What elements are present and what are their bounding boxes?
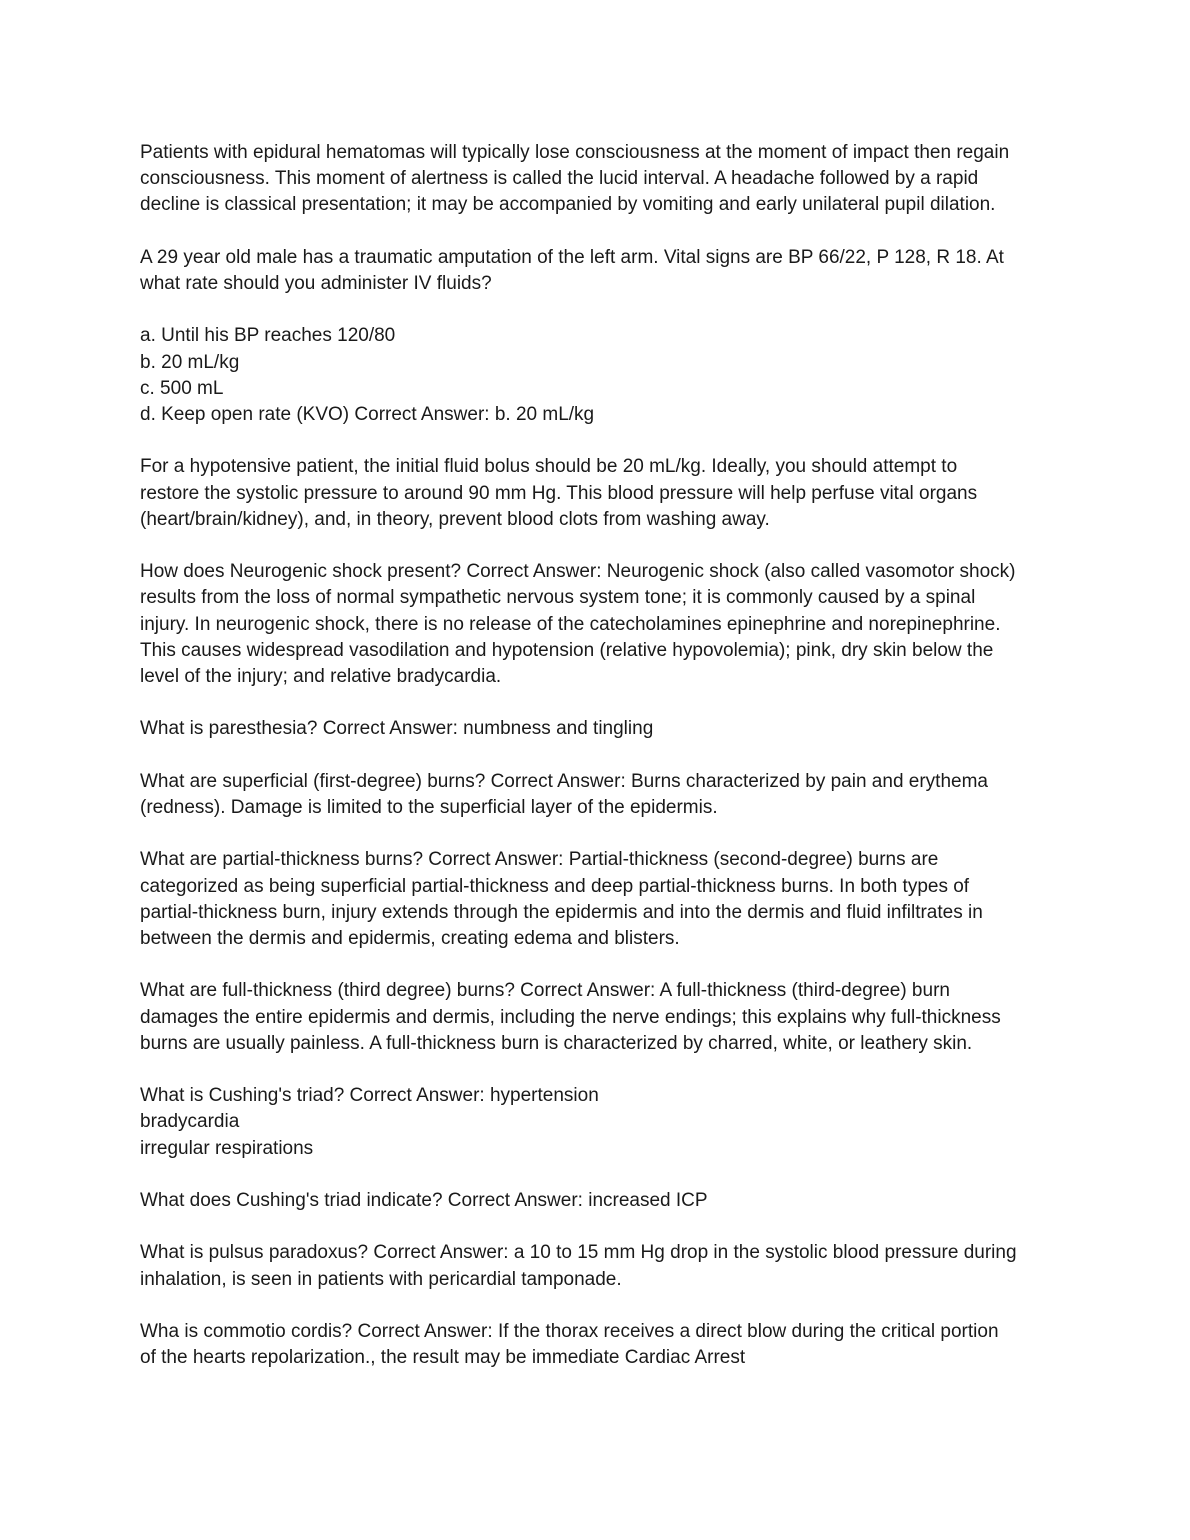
paragraph-cushings-triad xyxy=(140,1083,1060,1162)
text-line: This causes widespread vasodilation and hypotension (relative hypovolemia); pink, dry skin below the xyxy=(140,639,994,661)
text-line: damages the entire epidermis and dermis, including the nerve endings; this explains why full-thickness xyxy=(140,1006,1001,1028)
text-line: what rate should you administer IV fluids? xyxy=(140,273,492,294)
text-line: level of the injury; and relative bradycardia. xyxy=(140,666,502,687)
text-line: What are partial-thickness burns? Correct Answer: Partial-thickness (second-degree) burns are xyxy=(140,849,939,871)
paragraph-epidural-hematoma xyxy=(140,140,1060,219)
paragraph-superficial-burns xyxy=(140,769,1060,821)
paragraph-hypotensive-bolus xyxy=(140,454,1060,533)
text-line: For a hypotensive patient, the initial fluid bolus should be 20 mL/kg. Ideally, you should attempt to xyxy=(140,456,958,478)
answer-option: d. Keep open rate (KVO) Correct Answer: b. 20 mL/kg xyxy=(140,404,595,425)
answer-option: a. Until his BP reaches 120/80 xyxy=(140,325,396,347)
text-line: A 29 year old male has a traumatic amputation of the left arm. Vital signs are BP 66/22, P 128, R 18. At xyxy=(140,246,1004,268)
text-line: How does Neurogenic shock present? Correct Answer: Neurogenic shock (also called vasomotor shock) xyxy=(140,561,1016,583)
text-line: categorized as being superficial partial-thickness and deep partial-thickness burns. In both types of xyxy=(140,875,970,897)
paragraph-cushings-indication xyxy=(140,1188,1060,1214)
answer-option: c. 500 mL xyxy=(140,377,224,399)
document-page xyxy=(140,140,1060,1398)
paragraph-commotio-cordis xyxy=(140,1319,1060,1371)
answer-options-list xyxy=(140,323,1060,428)
paragraph-paresthesia xyxy=(140,716,1060,742)
answer-option: b. 20 mL/kg xyxy=(140,351,240,373)
text-line: inhalation, is seen in patients with pericardial tamponade. xyxy=(140,1268,622,1290)
paragraph-full-thickness-burns xyxy=(140,978,1060,1057)
text-line: consciousness. This moment of alertness is called the lucid interval. A headache followed by a rapid xyxy=(140,168,979,190)
text-line: bradycardia xyxy=(140,1111,240,1133)
text-line: What is pulsus paradoxus? Correct Answer: a 10 to 15 mm Hg drop in the systolic blood pressure during xyxy=(140,1242,1017,1264)
text-line: partial-thickness burn, injury extends through the epidermis and into the dermis and fluid infiltrates in xyxy=(140,901,983,923)
text-line: of the hearts repolarization., the result may be immediate Cardiac Arrest xyxy=(140,1347,746,1369)
text-line: restore the systolic pressure to around 90 mm Hg. This blood pressure will help perfuse vital organs xyxy=(140,482,978,504)
text-line: Patients with epidural hematomas will typically lose consciousness at the moment of impact then regain xyxy=(140,142,1010,163)
text-line: (redness). Damage is limited to the superficial layer of the epidermis. xyxy=(140,796,718,818)
paragraph-pulsus-paradoxus xyxy=(140,1240,1060,1292)
text-line: What are superficial (first-degree) burns? Correct Answer: Burns characterized by pain and erythema xyxy=(140,770,988,792)
text-line: burns are usually painless. A full-thickness burn is characterized by charred, white, or leathery skin. xyxy=(140,1032,973,1054)
paragraph-neurogenic-shock xyxy=(140,559,1060,690)
text-line: What is paresthesia? Correct Answer: numbness and tingling xyxy=(140,718,654,740)
text-line: What is Cushing's triad? Correct Answer: hypertension xyxy=(140,1085,599,1107)
text-line: What are full-thickness (third degree) burns? Correct Answer: A full-thickness (third-degree) burn xyxy=(140,980,950,1002)
text-line: results from the loss of normal sympathetic nervous system tone; it is commonly caused by a spinal xyxy=(140,587,976,609)
paragraph-question-iv-fluids xyxy=(140,245,1060,297)
text-line: What does Cushing's triad indicate? Correct Answer: increased ICP xyxy=(140,1189,708,1211)
text-line: irregular respirations xyxy=(140,1137,314,1159)
text-line: decline is classical presentation; it may be accompanied by vomiting and early unilateral pupil dilation. xyxy=(140,194,996,216)
text-line: injury. In neurogenic shock, there is no release of the catecholamines epinephrine and norepinephrine. xyxy=(140,613,1001,635)
text-line: between the dermis and epidermis, creating edema and blisters. xyxy=(140,927,680,949)
paragraph-partial-thickness-burns xyxy=(140,847,1060,952)
text-line: Wha is commotio cordis? Correct Answer: If the thorax receives a direct blow during the critical portion xyxy=(140,1320,999,1342)
text-line: (heart/brain/kidney), and, in theory, prevent blood clots from washing away. xyxy=(140,508,770,530)
